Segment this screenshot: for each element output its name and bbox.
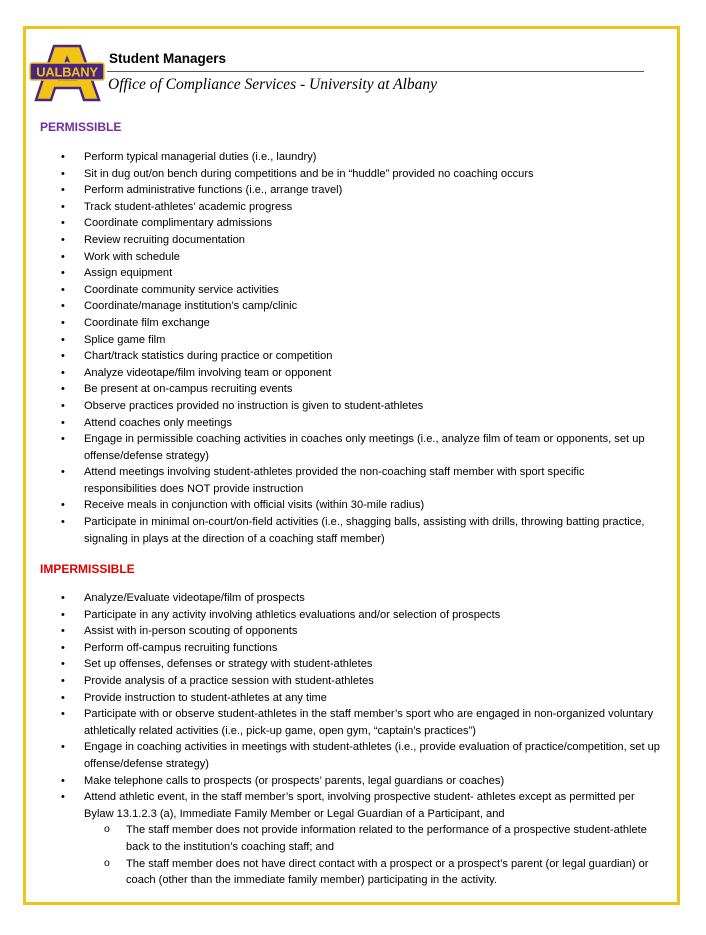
list-item: • Analyze videotape/film involving team or opponent [40,365,660,382]
list-item: • Splice game film [40,332,660,349]
list-item: • Engage in coaching activities in meetings with student-athletes (i.e., provide evaluation of practice/competition, set up offense/defense strategy) [40,739,660,772]
list-item: • Provide instruction to student-athletes at any time [40,690,660,707]
list-item: • Coordinate/manage institution’s camp/clinic [40,298,660,315]
list-item: • Observe practices provided no instruction is given to student-athletes [40,398,660,415]
impermissible-heading: IMPERMISSIBLE [40,562,135,576]
permissible-heading: PERMISSIBLE [40,120,122,134]
list-item: • Participate with or observe student-athletes in the staff member’s sport who are engaged in non-organized voluntary athletically related activities (i.e., pick-up game, open gym, “captain’s practices”) [40,706,660,739]
list-item: • Sit in dug out/on bench during competitions and be in “huddle” provided no coaching occurs [40,166,660,183]
list-item: • Provide analysis of a practice session with student-athletes [40,673,660,690]
sub-list-item: o The staff member does not have direct contact with a prospect or a prospect’s parent (or legal guardian) or coach (other than the immediate family member) participating in the activity. [84,856,660,889]
list-item: • Perform administrative functions (i.e., arrange travel) [40,182,660,199]
list-item: • Analyze/Evaluate videotape/film of prospects [40,590,660,607]
page-subtitle: Office of Compliance Services - University at Albany [108,76,438,93]
list-item: • Attend athletic event, in the staff member’s sport, involving prospective student- athletes except as permitted per Bylaw 13.1.2.3 (a), Immediate Family Member or Legal Guardian of a Participant, and [40,789,660,822]
list-item: • Perform off-campus recruiting functions [40,640,660,657]
sub-list-container [40,822,660,888]
permissible-list [40,149,660,547]
list-item: • Set up offenses, defenses or strategy with student-athletes [40,656,660,673]
list-item: • Chart/track statistics during practice or competition [40,348,660,365]
logo-text: UALBANY [36,64,98,80]
list-item: • Participate in any activity involving athletics evaluations and/or selection of prospects [40,607,660,624]
list-item: • Be present at on-campus recruiting events [40,381,660,398]
list-item: • Assign equipment [40,265,660,282]
page-title: Student Managers [109,51,227,66]
list-item: • Review recruiting documentation [40,232,660,249]
list-item: • Track student-athletes’ academic progress [40,199,660,216]
list-item: • Make telephone calls to prospects (or prospects’ parents, legal guardians or coaches) [40,773,660,790]
list-item: • Engage in permissible coaching activities in coaches only meetings (i.e., analyze film of team or opponents, set up offense/defense strategy) [40,431,660,464]
header-rule [107,71,644,72]
list-item: • Participate in minimal on-court/on-field activities (i.e., shagging balls, assisting with drills, throwing batting practice, signaling in plays at the direction of a coaching staff member) [40,514,660,547]
sub-list-item: o The staff member does not provide information related to the performance of a prospective student-athlete back to the institution’s coaching staff; and [84,822,660,855]
list-item: • Attend meetings involving student-athletes provided the non-coaching staff member with sport specific responsibilities does NOT provide instruction [40,464,660,497]
list-item: • Assist with in-person scouting of opponents [40,623,660,640]
list-item: • Coordinate complimentary admissions [40,215,660,232]
list-item: • Receive meals in conjunction with official visits (within 30-mile radius) [40,497,660,514]
impermissible-list [40,590,660,889]
list-item: • Coordinate community service activities [40,282,660,299]
ualbany-logo [29,44,105,102]
list-item: • Work with schedule [40,249,660,266]
list-item: • Attend coaches only meetings [40,415,660,432]
list-item: • Perform typical managerial duties (i.e., laundry) [40,149,660,166]
list-item: • Coordinate film exchange [40,315,660,332]
sub-list [84,822,660,888]
